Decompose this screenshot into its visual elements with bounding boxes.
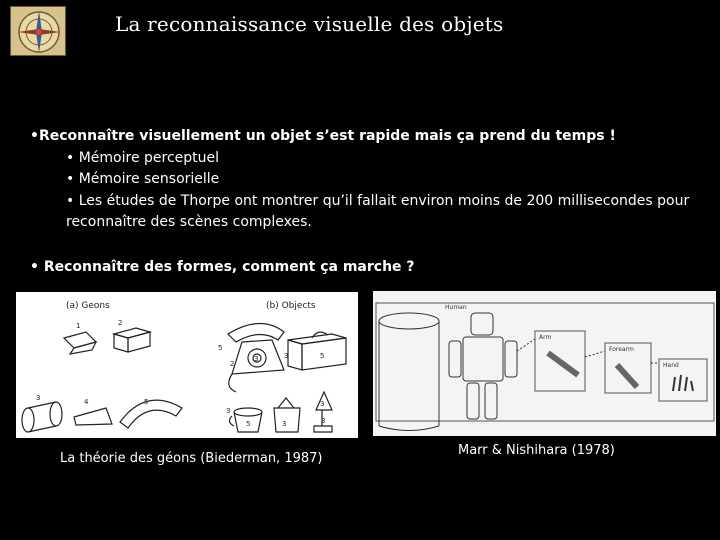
svg-text:4: 4	[84, 398, 89, 406]
marr-nishihara-figure	[373, 291, 716, 436]
compass-rose-icon	[11, 7, 66, 56]
svg-text:3: 3	[321, 417, 326, 425]
svg-text:Human: Human	[445, 304, 467, 311]
caption-marr: Marr & Nishihara (1978)	[458, 443, 615, 458]
caption-geons: La théorie des géons (Biederman, 1987)	[60, 451, 323, 466]
sub-bullet-sensory-memory: • Mémoire sensorielle	[66, 171, 220, 187]
svg-text:5: 5	[246, 420, 251, 428]
geons-label: (a) Geons	[66, 301, 110, 311]
slide-title: La reconnaissance visuelle des objets	[115, 12, 504, 36]
compass-rose-logo	[10, 6, 66, 56]
svg-text:5: 5	[320, 352, 325, 360]
svg-text:3: 3	[320, 400, 325, 408]
bullet-recognition-time: •Reconnaître visuellement un objet s’est rapide mais ça prend du temps !	[30, 128, 616, 144]
svg-text:3: 3	[36, 394, 41, 402]
bullet-shape-recognition: • Reconnaître des formes, comment ça marche ?	[30, 259, 415, 275]
svg-text:Forearm: Forearm	[609, 346, 634, 353]
svg-text:Hand: Hand	[663, 362, 679, 369]
bullet-list	[30, 126, 690, 234]
svg-text:5: 5	[144, 398, 149, 406]
sub-bullet-perceptual-memory: • Mémoire perceptuel	[66, 149, 220, 166]
svg-text:3: 3	[226, 407, 231, 415]
sub-bullet-thorpe-studies: • Les études de Thorpe ont montrer qu’il fallait environ moins de 200 millisecondes pour reconnaître des scènes complexes.	[66, 192, 690, 230]
svg-text:3: 3	[254, 355, 259, 363]
geons-figure	[16, 292, 358, 438]
svg-text:5: 5	[218, 344, 223, 352]
svg-text:2: 2	[118, 319, 123, 327]
svg-text:3: 3	[282, 420, 287, 428]
objects-label: (b) Objects	[266, 301, 316, 311]
svg-text:3: 3	[284, 352, 289, 360]
svg-text:2: 2	[230, 360, 235, 368]
svg-text:1: 1	[76, 322, 81, 330]
svg-text:Arm: Arm	[539, 334, 552, 341]
